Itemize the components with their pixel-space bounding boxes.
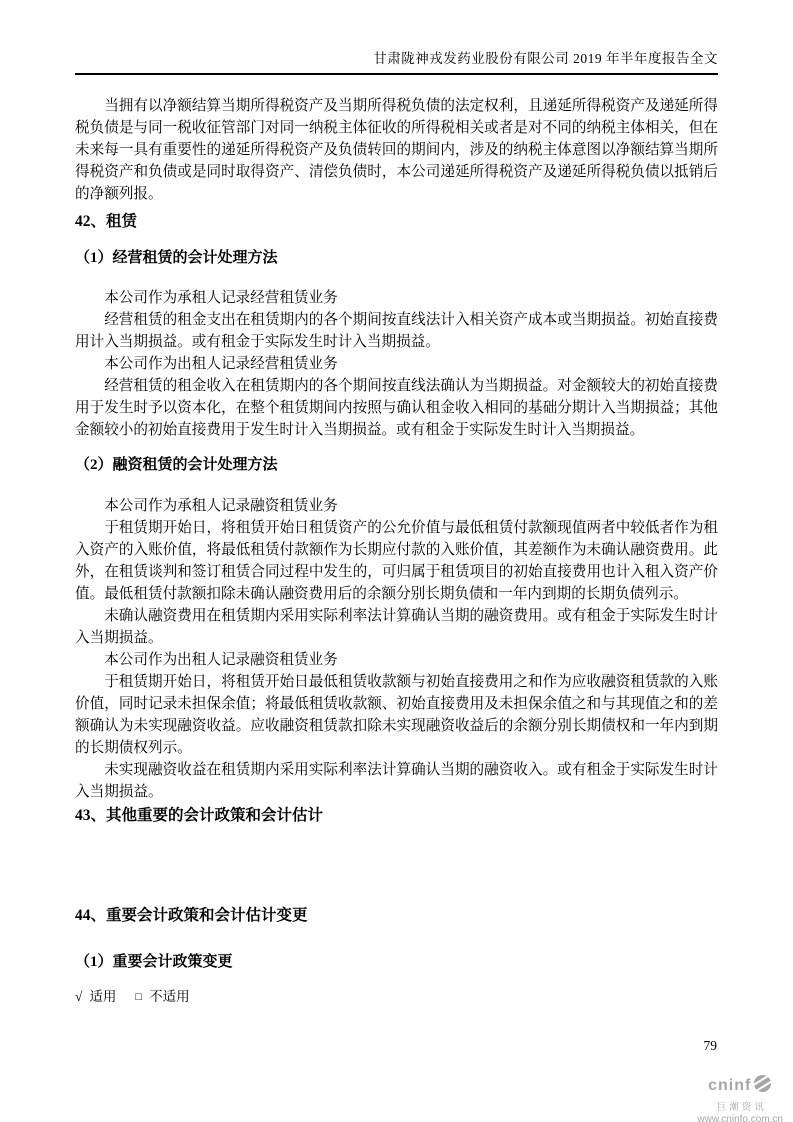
- heading-42-2-finance-lease: （2）融资租赁的会计处理方法: [75, 457, 278, 473]
- applicability-line: [75, 986, 718, 1009]
- heading-44-1-policy-change: （1）重要会计政策变更: [75, 954, 233, 970]
- para-42-1-lessee-intro: 本公司作为承租人记录经营租赁业务: [104, 290, 338, 306]
- para-42-2-lessor-intro: 本公司作为出租人记录融资租赁业务: [104, 652, 338, 668]
- heading-section-43: 43、其他重要的会计政策和会计估计: [75, 807, 324, 824]
- heading-section-44: 44、重要会计政策和会计估计变更: [75, 907, 308, 924]
- heading-42-1-operating-lease: （1）经营租赁的会计处理方法: [75, 250, 278, 266]
- para-42-1-lessor-intro: 本公司作为出租人记录经营租赁业务: [104, 356, 338, 372]
- para-42-2-lessee-intro: 本公司作为承租人记录融资租赁业务: [104, 498, 338, 514]
- applicable-label: 适用: [89, 989, 117, 1004]
- para-42-1-lessor-policy: 经营租赁的租金收入在租赁期内的各个期间按直线法确认为当期损益。对金额较大的初始直接费用于发生时予以资本化，在整个租赁期间内按照与确认租金收入相同的基础分期计入当期损益；其他金额较小的初始直接费用于发生时计入当期损益。或有租金于实际发生时计入当期损益。: [75, 378, 718, 438]
- page-header: [75, 50, 718, 75]
- para-42-1-lessee-policy: 经营租赁的租金支出在租赁期内的各个期间按直线法计入相关资产成本或当期损益。初始直接费用计入当期损益。或有租金于实际发生时计入当期损益。: [75, 312, 718, 350]
- cninfo-brand-text: cninf: [708, 1077, 752, 1094]
- para-income-tax-offset: 当拥有以净额结算当期所得税资产及当期所得税负债的法定权利，且递延所得税资产及递延所得税负债是与同一税收征管部门对同一纳税主体征收的所得税相关或者是对不同的纳税主体相关，但在未来每一具有重要性的递延所得税资产及负债转回的期间内，涉及的纳税主体意图以净额结算当期所得税资产和负债或是同时取得资产、清偿负债时，本公司递延所得税资产及递延所得税负债以抵销后的净额列报。: [75, 98, 718, 202]
- cninfo-logo-row: [708, 1074, 772, 1098]
- not-applicable-checkbox: □: [135, 991, 143, 1003]
- header-title: 甘肃陇神戎发药业股份有限公司 2019 年半年度报告全文: [373, 51, 718, 66]
- not-applicable-label: 不适用: [149, 989, 190, 1004]
- heading-section-42: 42、租赁: [75, 213, 138, 230]
- page-number: 79: [703, 1038, 717, 1053]
- cninfo-website: www.cninfo.com.cn: [697, 1114, 783, 1122]
- applicable-check-mark: √: [75, 989, 83, 1004]
- cninfo-chinese-name: 巨潮资讯: [716, 1103, 767, 1113]
- para-42-2-unrealized-finance-income: 未实现融资收益在租赁期内采用实际利率法计算确认当期的融资收入。或有租金于实际发生时计入当期损益。: [75, 762, 718, 800]
- cninfo-logo: [697, 1074, 783, 1122]
- cninfo-swirl-icon: [753, 1074, 772, 1098]
- para-42-2-lessor-policy: 于租赁期开始日，将租赁开始日最低租赁收款额与初始直接费用之和作为应收融资租赁款的入账价值，同时记录未担保余值；将最低租赁收款额、初始直接费用及未担保余值之和与其现值之和的差额确认为未实现融资收益。应收融资租赁款扣除未实现融资收益后的余额分别长期债权和一年内到期的长期债权列示。: [75, 674, 718, 756]
- document-body: [75, 95, 718, 1009]
- para-42-2-lessee-policy: 于租赁期开始日，将租赁开始日租赁资产的公允价值与最低租赁付款额现值两者中较低者作为租入资产的入账价值，将最低租赁付款额作为长期应付款的入账价值，其差额作为未确认融资费用。此外，在租赁谈判和签订租赁合同过程中发生的，可归属于租赁项目的初始直接费用也计入租入资产价值。最低租赁付款额扣除未确认融资费用后的余额分别长期负债和一年内到期的长期负债列示。: [75, 520, 718, 602]
- para-42-2-unrecognized-finance-charge: 未确认融资费用在租赁期内采用实际利率法计算确认当期的融资费用。或有租金于实际发生时计入当期损益。: [75, 608, 718, 646]
- header-rule: [75, 73, 718, 75]
